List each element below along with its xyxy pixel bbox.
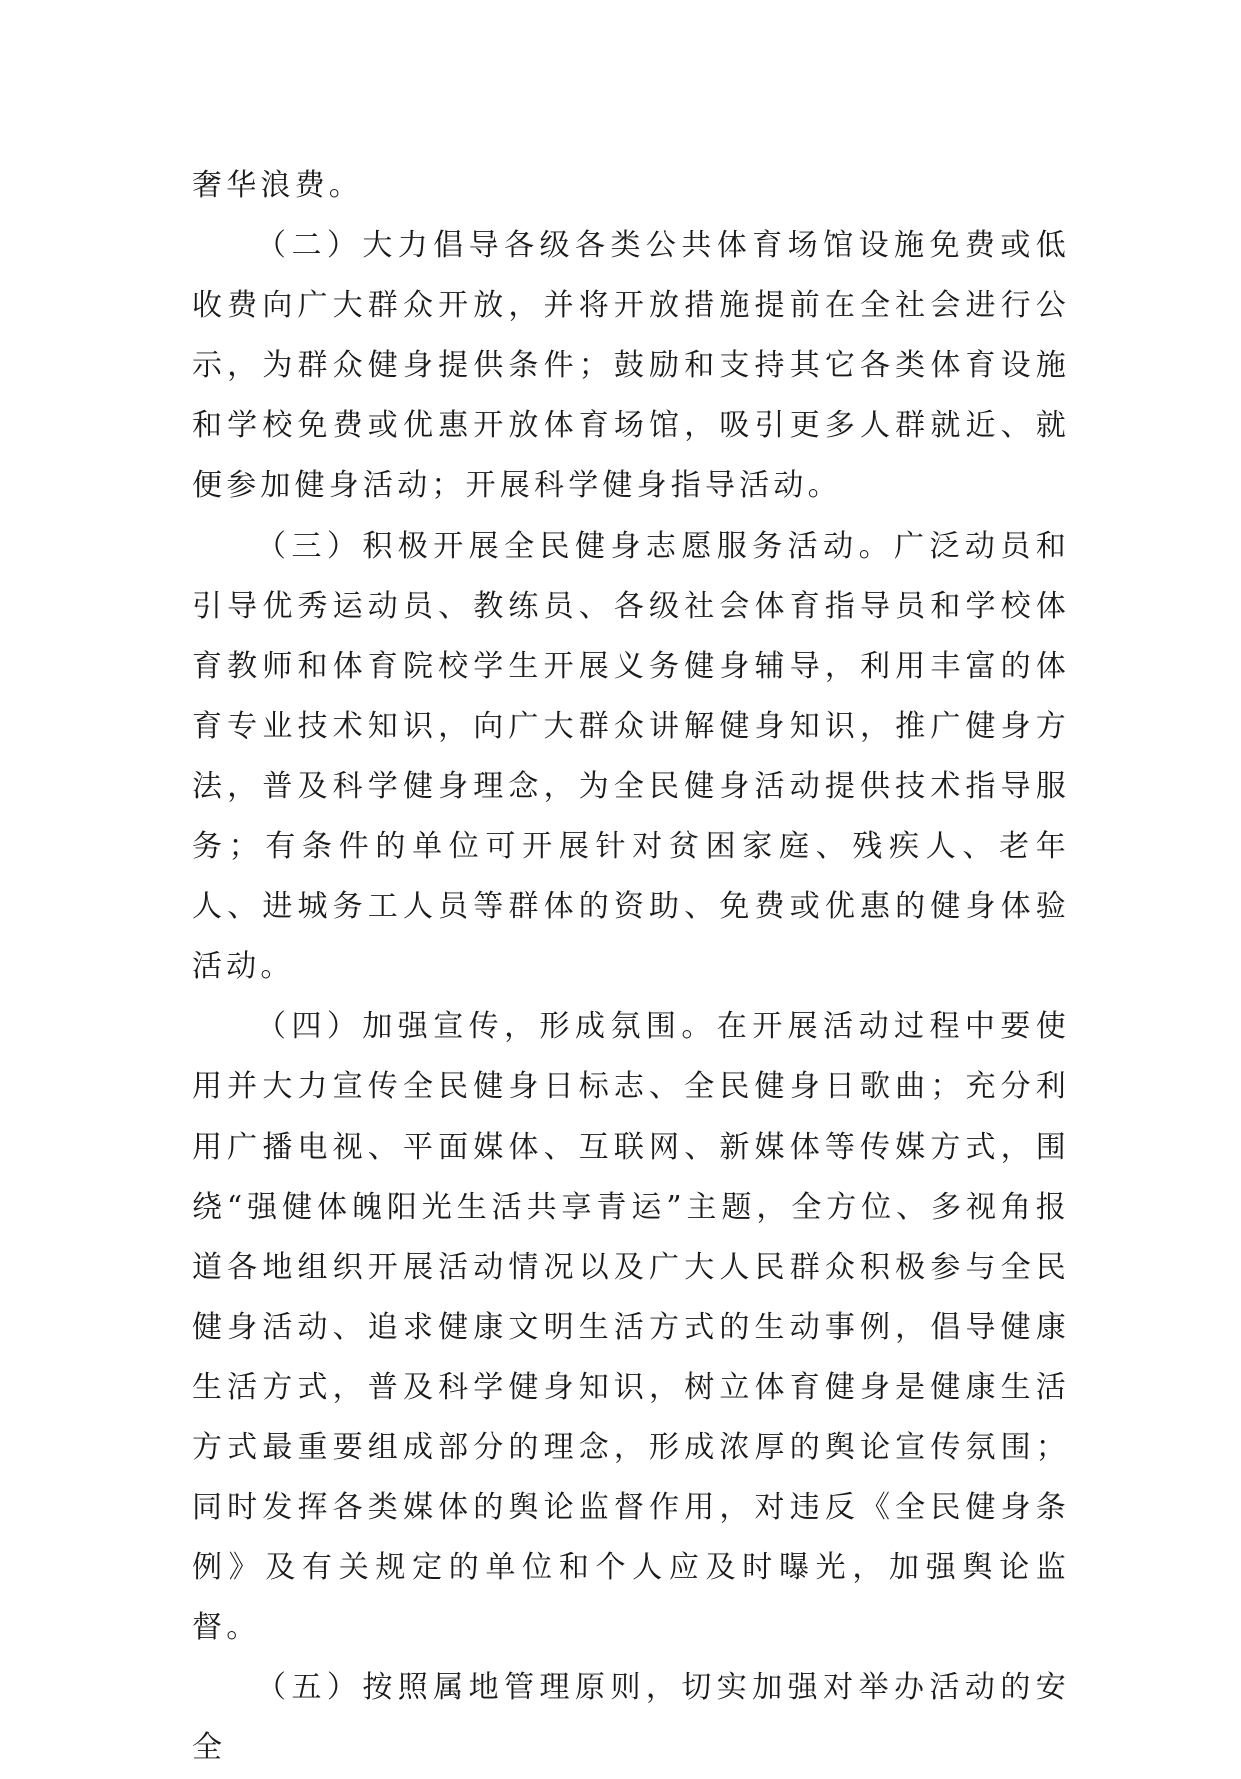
paragraph-item-5: （五）按照属地管理原则，切实加强对举办活动的安全 (192, 1670, 1070, 1766)
paragraph-item-3: （三）积极开展全民健身志愿服务活动。广泛动员和引导优秀运动员、教练员、各级社会体育指导员和学校体育教师和体育院校学生开展义务健身辅导，利用丰富的体育专业技术知识，向广大群众讲解健身知识，推广健身方法，普及科学健身理念，为全民健身活动提供技术指导服务；有条件的单位可开展针对贫困家庭、残疾人、老年人、进城务工人员等群体的资助、免费或优惠的健身体验活动。 (192, 528, 1070, 985)
body-text (192, 156, 1070, 1779)
paragraph-continuation: 奢华浪费。 (192, 168, 363, 203)
paragraph-item-4: （四）加强宣传，形成氛围。在开展活动过程中要使用并大力宣传全民健身日标志、全民健身日歌曲；充分利用广播电视、平面媒体、互联网、新媒体等传媒方式，围绕“强健体魄阳光生活共享青运”主题，全方位、多视角报道各地组织开展活动情况以及广大人民群众积极参与全民健身活动、追求健康文明生活方式的生动事例，倡导健康生活方式，普及科学健身知识，树立体育健身是健康生活方式最重要组成部分的理念，形成浓厚的舆论宣传氛围；同时发挥各类媒体的舆论监督作用，对违反《全民健身条例》及有关规定的单位和个人应及时曝光，加强舆论监督。 (192, 1009, 1070, 1646)
paragraph-item-2: （二）大力倡导各级各类公共体育场馆设施免费或低收费向广大群众开放，并将开放措施提前在全社会进行公示，为群众健身提供条件；鼓励和支持其它各类体育设施和学校免费或优惠开放体育场馆，吸引更多人群就近、就便参加健身活动；开展科学健身指导活动。 (192, 228, 1070, 504)
